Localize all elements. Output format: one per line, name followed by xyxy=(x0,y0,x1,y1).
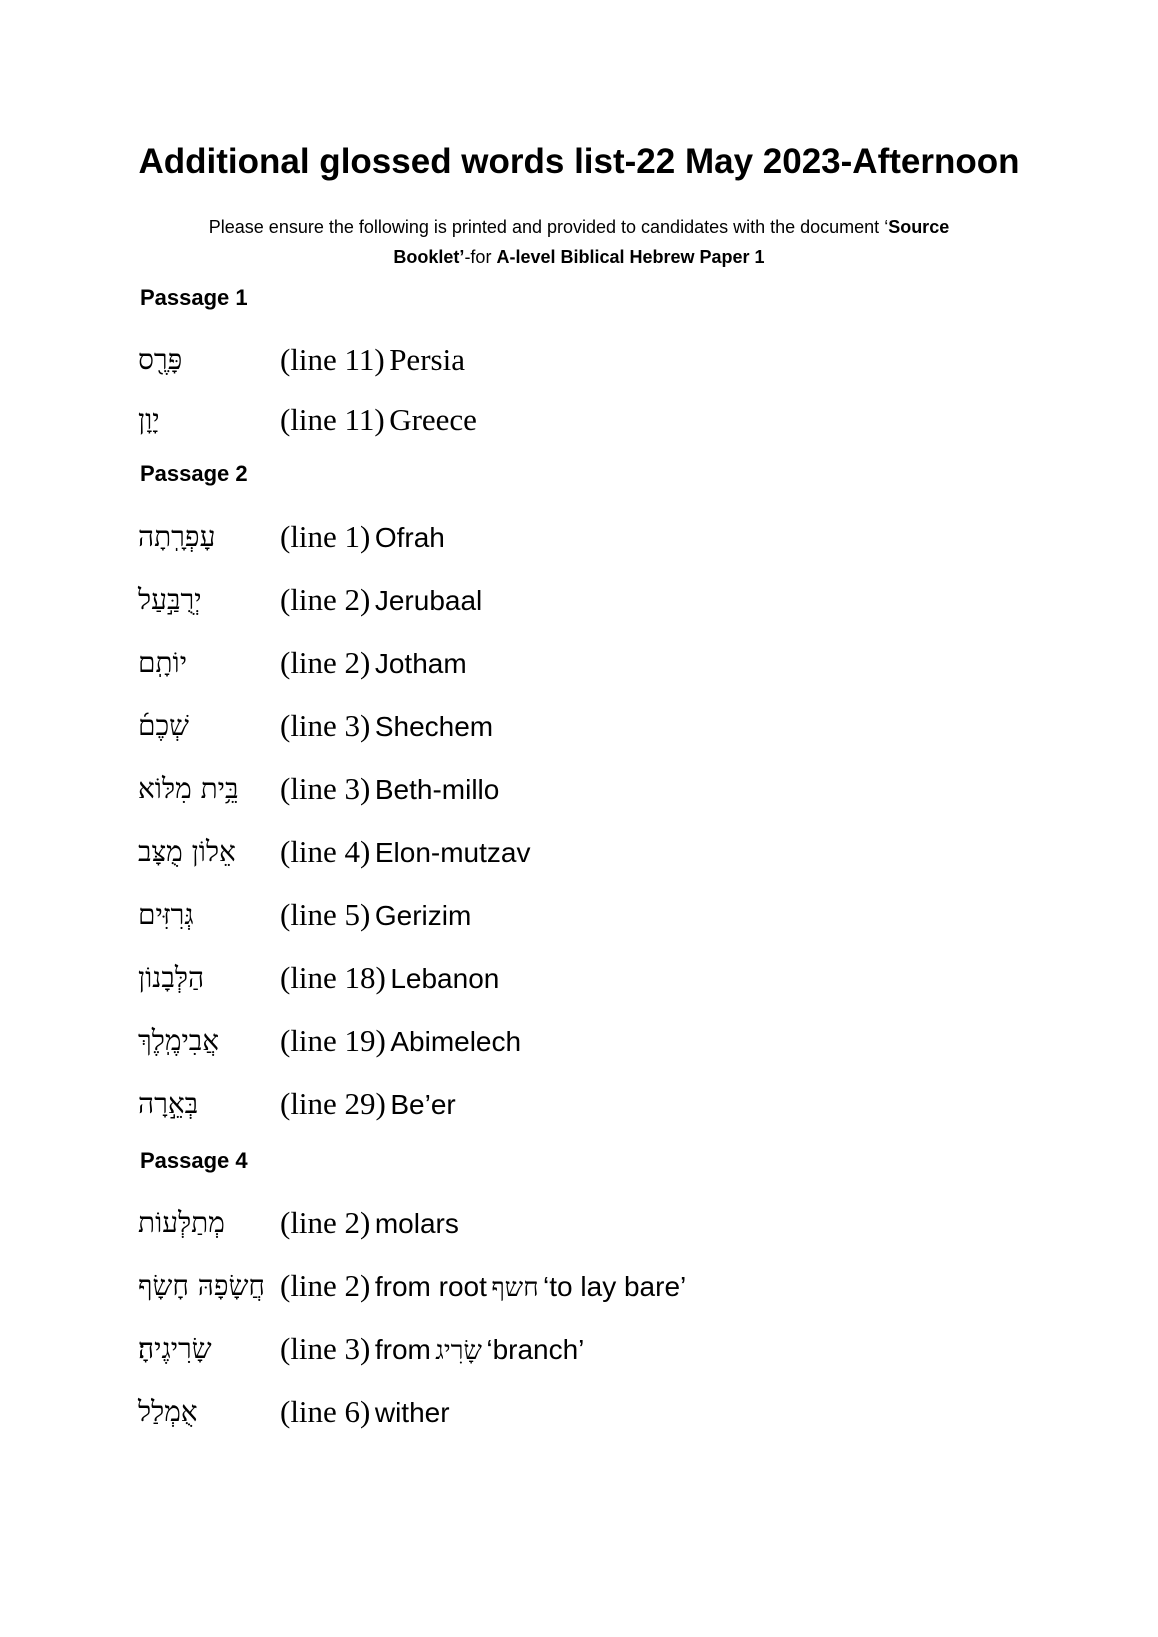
passage-4-heading: Passage 4 xyxy=(140,1148,248,1173)
gloss-entry xyxy=(0,398,1158,442)
gloss-text: (line 2) Jotham xyxy=(280,645,467,680)
gloss-text: (line 2) Jerubaal xyxy=(280,582,483,617)
gloss-text: (line 11) Greece xyxy=(280,402,477,437)
gloss-entry xyxy=(0,830,1158,874)
gloss-text: (line 1) Ofrah xyxy=(280,519,445,554)
gloss-text: (line 19) Abimelech xyxy=(280,1023,522,1058)
hebrew-word: שָׂרִיגֶיהָ׃ xyxy=(138,1332,212,1365)
hebrew-word: גְּרִזִּים xyxy=(138,898,194,931)
hebrew-word: אֻמְלַל xyxy=(138,1395,198,1428)
hebrew-word: עָפְרָֽתָה xyxy=(138,520,216,553)
hebrew-word: יְרֻבַּ֣עַל xyxy=(138,583,202,616)
gloss-entry xyxy=(0,1327,1158,1371)
document-name-part-1: Source xyxy=(888,217,950,237)
hebrew-word: חֲשָׂפָהּ חָשָׂף xyxy=(138,1269,265,1302)
gloss-text: (line 5) Gerizim xyxy=(280,897,472,932)
gloss-entry xyxy=(0,767,1158,811)
gloss-entry xyxy=(0,1082,1158,1126)
gloss-entry xyxy=(0,338,1158,382)
gloss-entry xyxy=(0,515,1158,559)
hebrew-word: מְתַלְּעוֹת xyxy=(138,1206,225,1239)
gloss-text: (line 6) wither xyxy=(280,1394,450,1429)
hebrew-word: הַלְּבָנוֹן xyxy=(138,961,205,994)
instructions-for-text: -for xyxy=(464,247,497,267)
hebrew-word: יָוָן xyxy=(138,403,160,436)
gloss-text: (line 29) Be’er xyxy=(280,1086,456,1121)
hebrew-word: בֵּ֥ית מִלּוֹא xyxy=(138,772,239,805)
page-title: Additional glossed words list-22 May 2023-Afternoon xyxy=(138,142,1020,181)
passage-1-heading: Passage 1 xyxy=(140,285,248,310)
gloss-text: (line 3) Shechem xyxy=(280,708,494,743)
hebrew-word: בְּאֵ֣רָה xyxy=(138,1087,199,1120)
gloss-entry xyxy=(0,1390,1158,1434)
paper-name: A-level Biblical Hebrew Paper 1 xyxy=(496,247,765,267)
hebrew-word: שְׁכֶם֜ xyxy=(138,709,189,742)
gloss-text: (line 11) Persia xyxy=(280,342,465,377)
gloss-entry xyxy=(0,1264,1158,1308)
gloss-entry xyxy=(0,1201,1158,1245)
gloss-entry xyxy=(0,1019,1158,1063)
gloss-text: (line 3) from שָׂרִיג ‘branch’ xyxy=(280,1331,585,1366)
instructions-text: Please ensure the following is printed and provided to candidates with the document ‘ xyxy=(208,217,889,237)
gloss-entry xyxy=(0,956,1158,1000)
instructions-line-1 xyxy=(150,212,1008,242)
gloss-entry xyxy=(0,704,1158,748)
passage-2-heading: Passage 2 xyxy=(140,461,248,486)
gloss-entry xyxy=(0,893,1158,937)
gloss-text: (line 2) molars xyxy=(280,1205,459,1240)
hebrew-word: יוֹתָֽם xyxy=(138,646,188,679)
gloss-entry xyxy=(0,578,1158,622)
gloss-text: (line 2) from root חשף ‘to lay bare’ xyxy=(280,1268,687,1303)
gloss-entry xyxy=(0,641,1158,685)
hebrew-word: פָּרֶ֖ס xyxy=(138,343,183,376)
gloss-text: (line 3) Beth-millo xyxy=(280,771,500,806)
gloss-text: (line 4) Elon-mutzav xyxy=(280,834,531,869)
hebrew-word: אֲבִימֶֽלֶךְ xyxy=(138,1024,220,1057)
document-name-part-2: Booklet’ xyxy=(393,247,465,267)
gloss-text: (line 18) Lebanon xyxy=(280,960,500,995)
instructions-line-2 xyxy=(150,242,1008,272)
hebrew-word: אֵלוֹן מֻצָּב xyxy=(138,835,236,868)
